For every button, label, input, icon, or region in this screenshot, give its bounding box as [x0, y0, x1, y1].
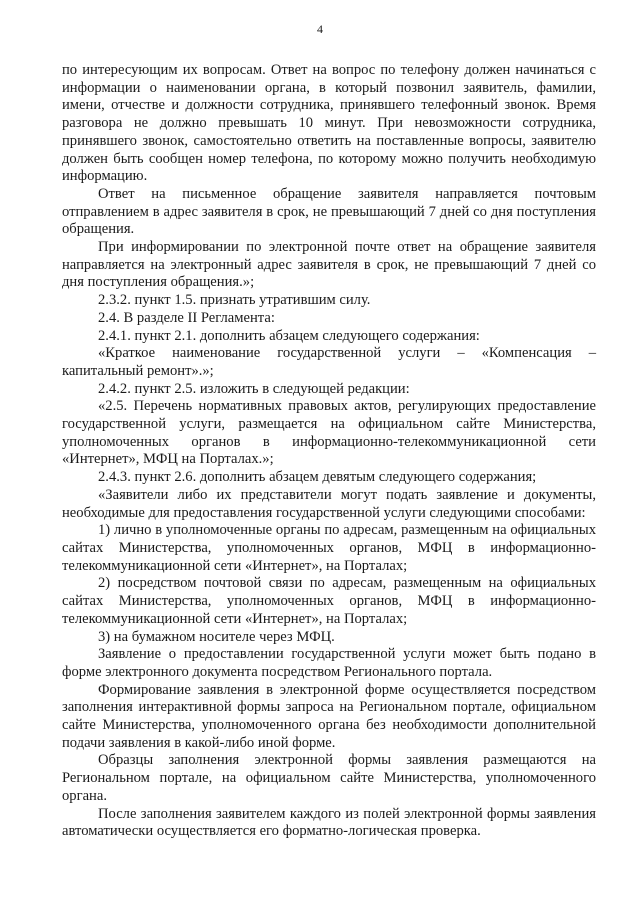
- paragraph-short-name: «Краткое наименование государственной услуги – «Компенсация – капитальный ремонт».»;: [62, 345, 596, 379]
- list-item-postal: 2) посредством почтовой связи по адресам, размещенным на официальных сайтах Министерства, уполномоченных органов, МФЦ в информационно-телекоммуникационной сети «Интернет», на Порталах;: [62, 575, 596, 627]
- paragraph-written-response: Ответ на письменное обращение заявителя направляется почтовым отправлением в адрес заявителя в срок, не превышающий 7 дней со дня поступления обращения.: [62, 185, 596, 238]
- paragraph-submission-methods: «Заявители либо их представители могут подать заявление и документы, необходимые для предоставления государственной услуги следующими способами:: [62, 486, 596, 521]
- paragraph-form-samples: Образцы заполнения электронной формы заявления размещаются на Региональном портале, на официальном сайте Министерства, уполномоченного органа.: [62, 752, 596, 804]
- document-body: [62, 62, 596, 841]
- list-item-paper: 3) на бумажном носителе через МФЦ.: [98, 628, 335, 645]
- paragraph-2-5-text: «2.5. Перечень нормативных правовых актов, регулирующих предоставление государственной услуги, размещается на официальном сайте Министерства, уполномоченных органов в информационно-телекоммуникационной сети «Интернет», МФЦ на Порталах.»;: [62, 398, 596, 468]
- paragraph-electronic-form: Формирование заявления в электронной форме осуществляется посредством заполнения интерактивной формы запроса на Региональном портале, официальном сайте Министерства, уполномоченного органа без необходимости дополнительной подачи заявления в какой-либо иной форме.: [62, 681, 596, 751]
- paragraph-2-4-1: 2.4.1. пункт 2.1. дополнить абзацем следующего содержания:: [98, 327, 480, 344]
- paragraph-phone-inquiry: по интересующим их вопросам. Ответ на вопрос по телефону должен начинаться с информации о наименовании органа, в который позвонил заявитель, фамилии, имени, отчестве и должности сотрудника, принявшего телефонный звонок. Время разговора не должно превышать 10 минут. При невозможности сотрудника, принявшего звонок, самостоятельно ответить на поставленные вопросы, заявителю должен быть сообщен номер телефона, по которому можно получить необходимую информацию.: [62, 62, 596, 185]
- paragraph-2-4-2: 2.4.2. пункт 2.5. изложить в следующей редакции:: [98, 380, 410, 397]
- paragraph-2-3-2: 2.3.2. пункт 1.5. признать утратившим силу.: [98, 292, 371, 309]
- paragraph-2-4-3: 2.4.3. пункт 2.6. дополнить абзацем девятым следующего содержания;: [98, 469, 537, 486]
- page-number: 4: [317, 22, 323, 36]
- paragraph-format-check: После заполнения заявителем каждого из полей электронной формы заявления автоматически осуществляется его форматно-логическая проверка.: [62, 805, 596, 840]
- list-item-in-person: 1) лично в уполномоченные органы по адресам, размещенным на официальных сайтах Министерства, уполномоченных органов, МФЦ в информационно-телекоммуникационной сети «Интернет», на Порталах;: [62, 522, 596, 574]
- paragraph-2-4: 2.4. В разделе II Регламента:: [98, 309, 275, 326]
- paragraph-email-response: При информировании по электронной почте ответ на обращение заявителя направляется на электронный адрес заявителя в срок, не превышающий 7 дней со дня поступления обращения.»;: [62, 239, 596, 291]
- paragraph-electronic-document: Заявление о предоставлении государственной услуги может быть подано в форме электронного документа посредством Регионального портала.: [62, 646, 596, 680]
